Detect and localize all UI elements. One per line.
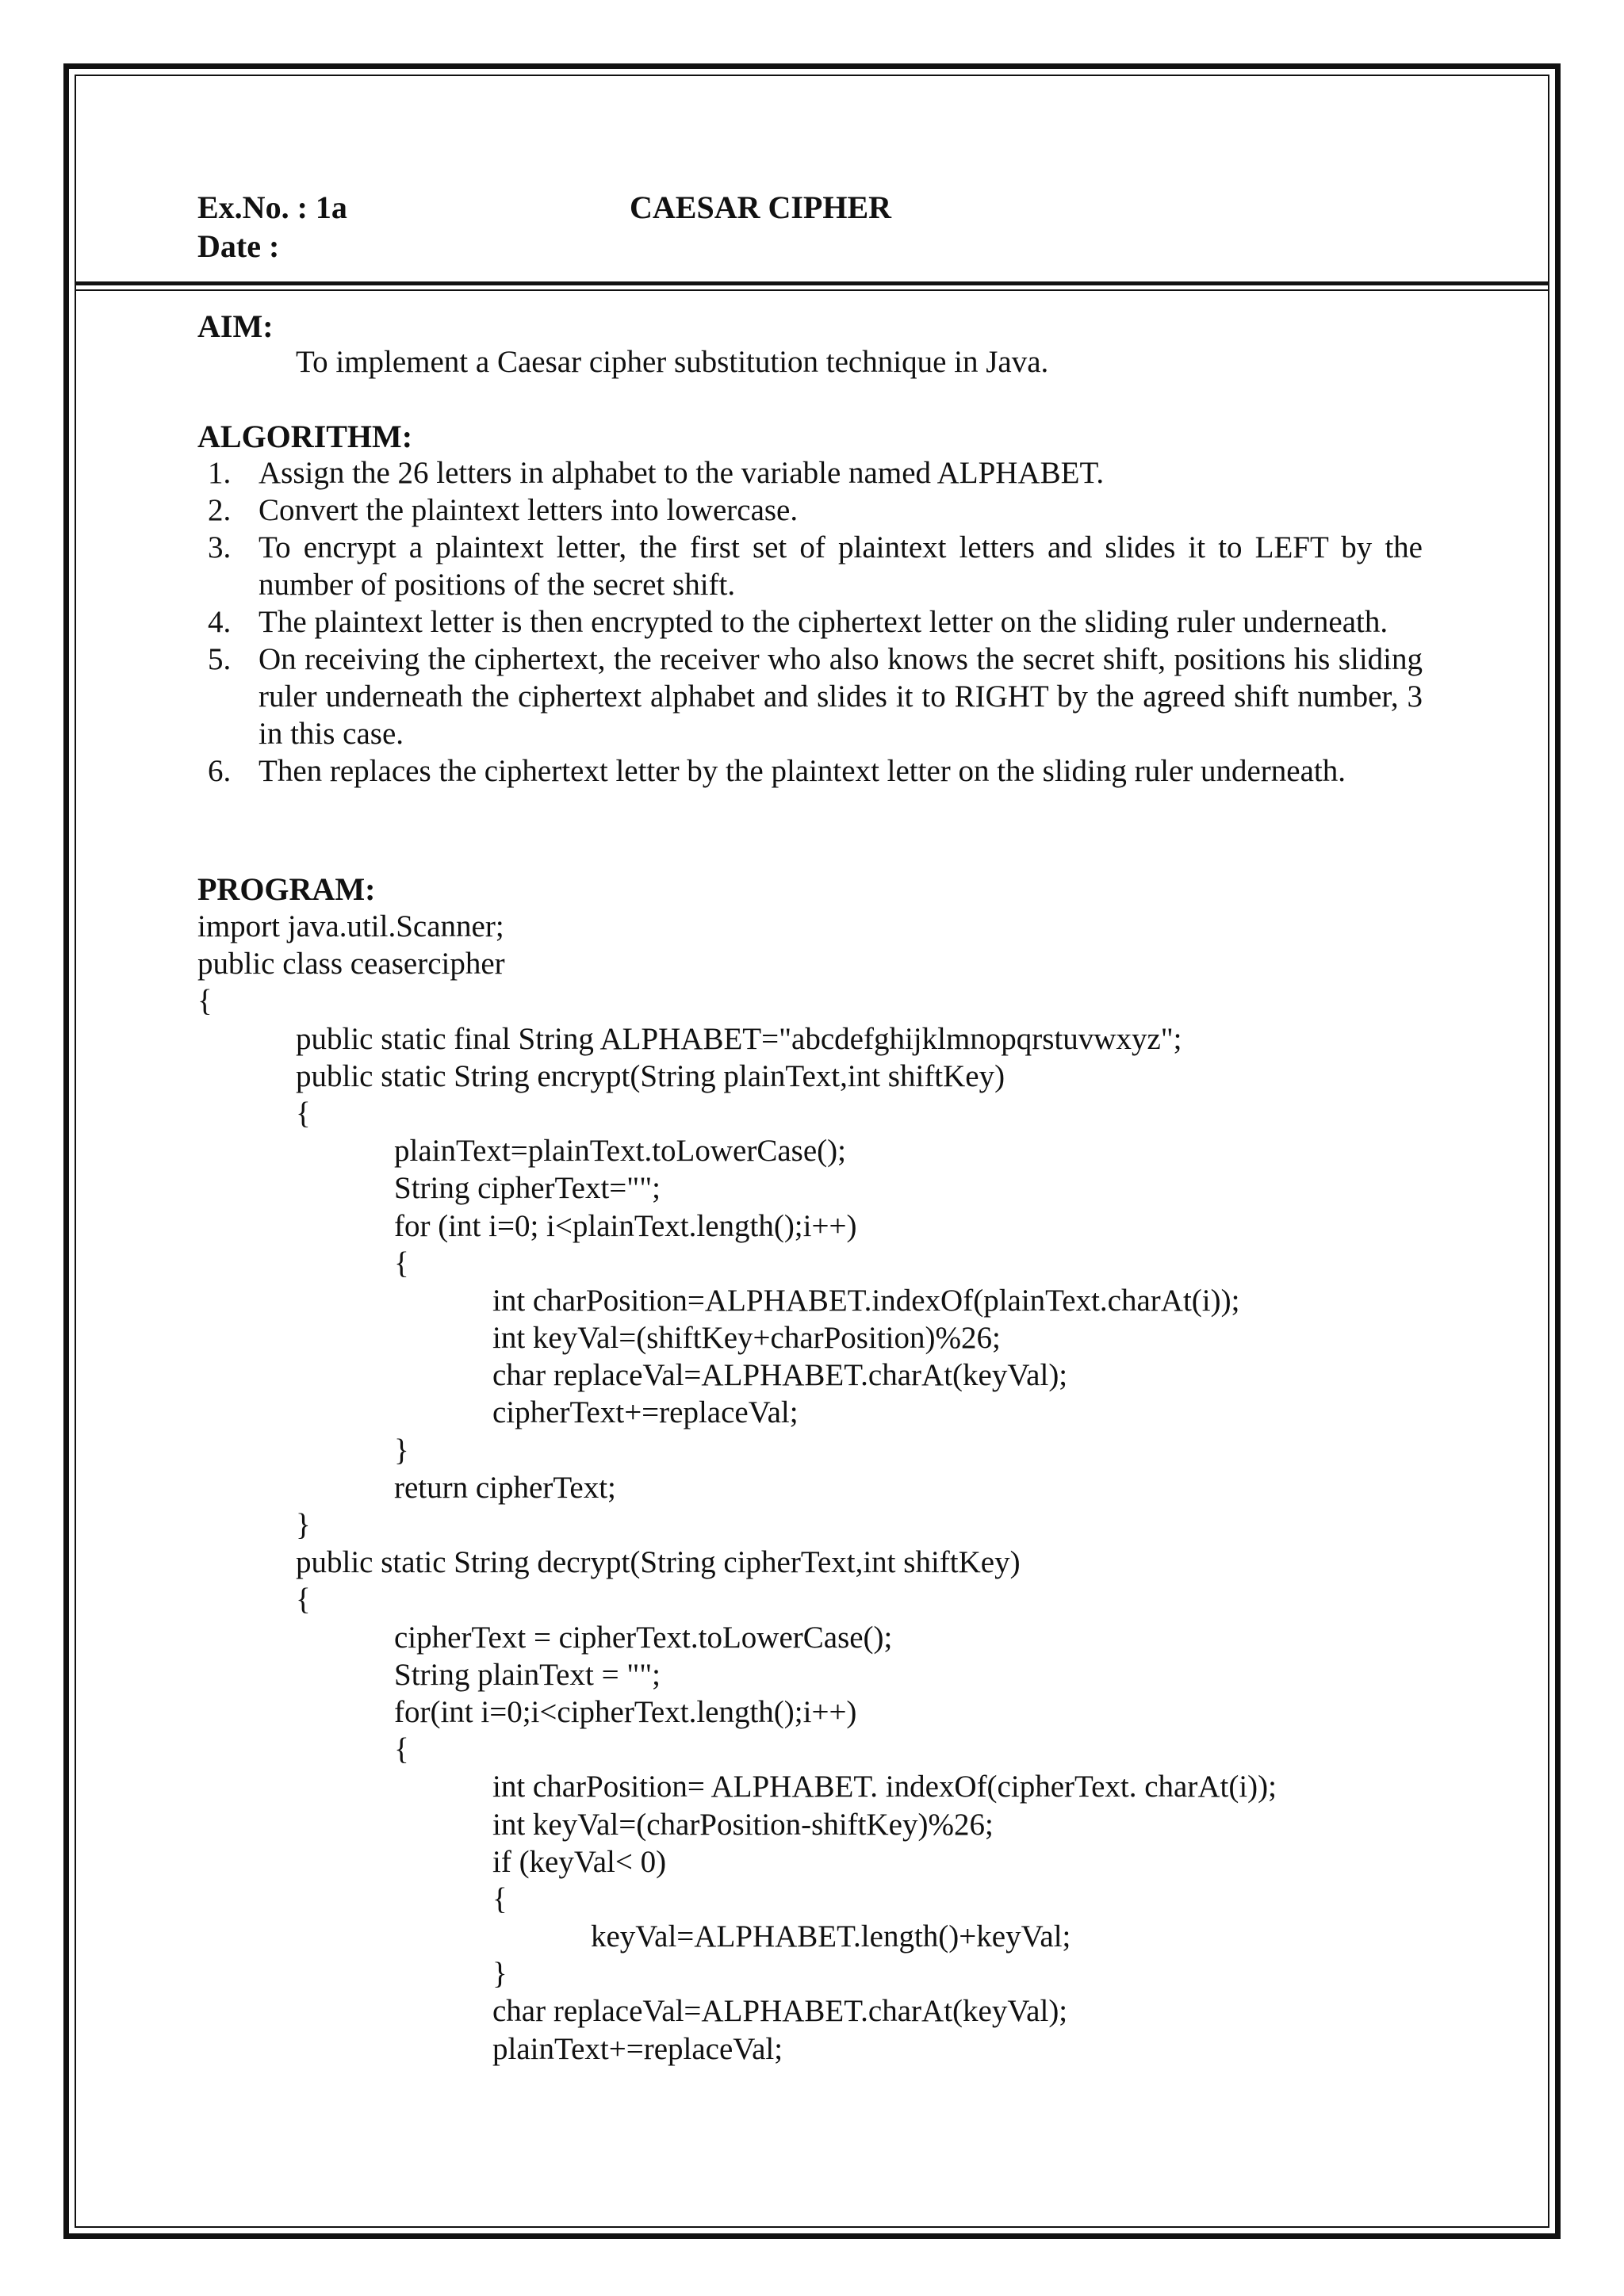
- program-code: [197, 908, 1277, 2068]
- code-line: String cipherText="";: [394, 1171, 661, 1206]
- code-line: {: [492, 1881, 508, 1916]
- code-line: }: [492, 1957, 508, 1992]
- step-number: 6.: [208, 754, 232, 788]
- code-line: cipherText+=replaceVal;: [492, 1395, 799, 1430]
- code-line: char replaceVal=ALPHABET.charAt(keyVal);: [492, 1994, 1068, 2029]
- algorithm-step: [197, 752, 1423, 790]
- code-line: keyVal=ALPHABET.length()+keyVal;: [591, 1919, 1071, 1954]
- algorithm-step: [197, 641, 1423, 752]
- code-line: for (int i=0; i<plainText.length();i++): [394, 1208, 857, 1243]
- code-line: {: [296, 1096, 311, 1131]
- code-line: public static String decrypt(String cipherText,int shiftKey): [296, 1545, 1021, 1580]
- algorithm-step: [197, 603, 1423, 641]
- aim-text: To implement a Caesar cipher substitution technique in Java.: [296, 345, 1049, 379]
- code-line: {: [197, 984, 213, 1019]
- code-line: import java.util.Scanner;: [197, 909, 504, 943]
- code-line: int charPosition= ALPHABET. indexOf(cipherText. charAt(i));: [492, 1770, 1277, 1804]
- code-line: {: [394, 1732, 409, 1767]
- step-number: 4.: [208, 605, 232, 639]
- code-line: plainText+=replaceVal;: [492, 2031, 783, 2066]
- algorithm-steps: [197, 454, 1423, 790]
- aim-heading: AIM:: [197, 308, 274, 344]
- code-line: return cipherText;: [394, 1470, 616, 1505]
- algorithm-step: [197, 492, 1423, 529]
- page-title: CAESAR CIPHER: [630, 189, 892, 225]
- code-line: int keyVal=(charPosition-shiftKey)%26;: [492, 1807, 994, 1842]
- code-line: String plainText = "";: [394, 1657, 661, 1692]
- step-number: 5.: [208, 642, 232, 676]
- exercise-number: Ex.No. : 1a: [197, 189, 347, 225]
- step-number: 3.: [208, 530, 232, 564]
- step-text: To encrypt a plaintext letter, the first set of plaintext letters and slides it to LEFT by the number of positions of the secret shift.: [259, 530, 1423, 602]
- code-line: cipherText = cipherText.toLowerCase();: [394, 1620, 893, 1655]
- code-line: {: [296, 1582, 311, 1617]
- code-line: {: [394, 1246, 409, 1280]
- algorithm-step: [197, 454, 1423, 492]
- code-line: public static final String ALPHABET="abcdefghijklmnopqrstuvwxyz";: [296, 1021, 1182, 1056]
- algorithm-step: [197, 529, 1423, 603]
- code-line: }: [394, 1433, 409, 1468]
- program-heading: PROGRAM:: [197, 871, 376, 907]
- step-text: On receiving the ciphertext, the receiver who also knows the secret shift, positions his sliding ruler underneath the ciphertext alphabet and slides it to RIGHT by the agreed shift number, 3 in this case.: [259, 642, 1423, 751]
- step-text: The plaintext letter is then encrypted to the ciphertext letter on the sliding ruler underneath.: [259, 605, 1388, 639]
- code-line: if (keyVal< 0): [492, 1844, 667, 1879]
- step-text: Assign the 26 letters in alphabet to the variable named ALPHABET.: [259, 456, 1105, 490]
- header-divider-thin: [75, 289, 1549, 291]
- code-line: plainText=plainText.toLowerCase();: [394, 1134, 846, 1169]
- date-label: Date :: [197, 228, 280, 264]
- header-divider: [75, 281, 1549, 285]
- code-line: int charPosition=ALPHABET.indexOf(plainText.charAt(i));: [492, 1283, 1240, 1318]
- code-line: char replaceVal=ALPHABET.charAt(keyVal);: [492, 1358, 1068, 1393]
- step-number: 2.: [208, 493, 232, 527]
- step-text: Then replaces the ciphertext letter by the plaintext letter on the sliding ruler underneath.: [259, 754, 1346, 788]
- step-number: 1.: [208, 456, 232, 490]
- code-line: public static String encrypt(String plainText,int shiftKey): [296, 1058, 1005, 1093]
- code-line: }: [296, 1508, 311, 1542]
- code-line: for(int i=0;i<cipherText.length();i++): [394, 1694, 857, 1729]
- step-text: Convert the plaintext letters into lowercase.: [259, 493, 799, 527]
- code-line: int keyVal=(shiftKey+charPosition)%26;: [492, 1321, 1001, 1356]
- code-line: public class ceasercipher: [197, 947, 505, 982]
- algorithm-heading: ALGORITHM:: [197, 419, 413, 454]
